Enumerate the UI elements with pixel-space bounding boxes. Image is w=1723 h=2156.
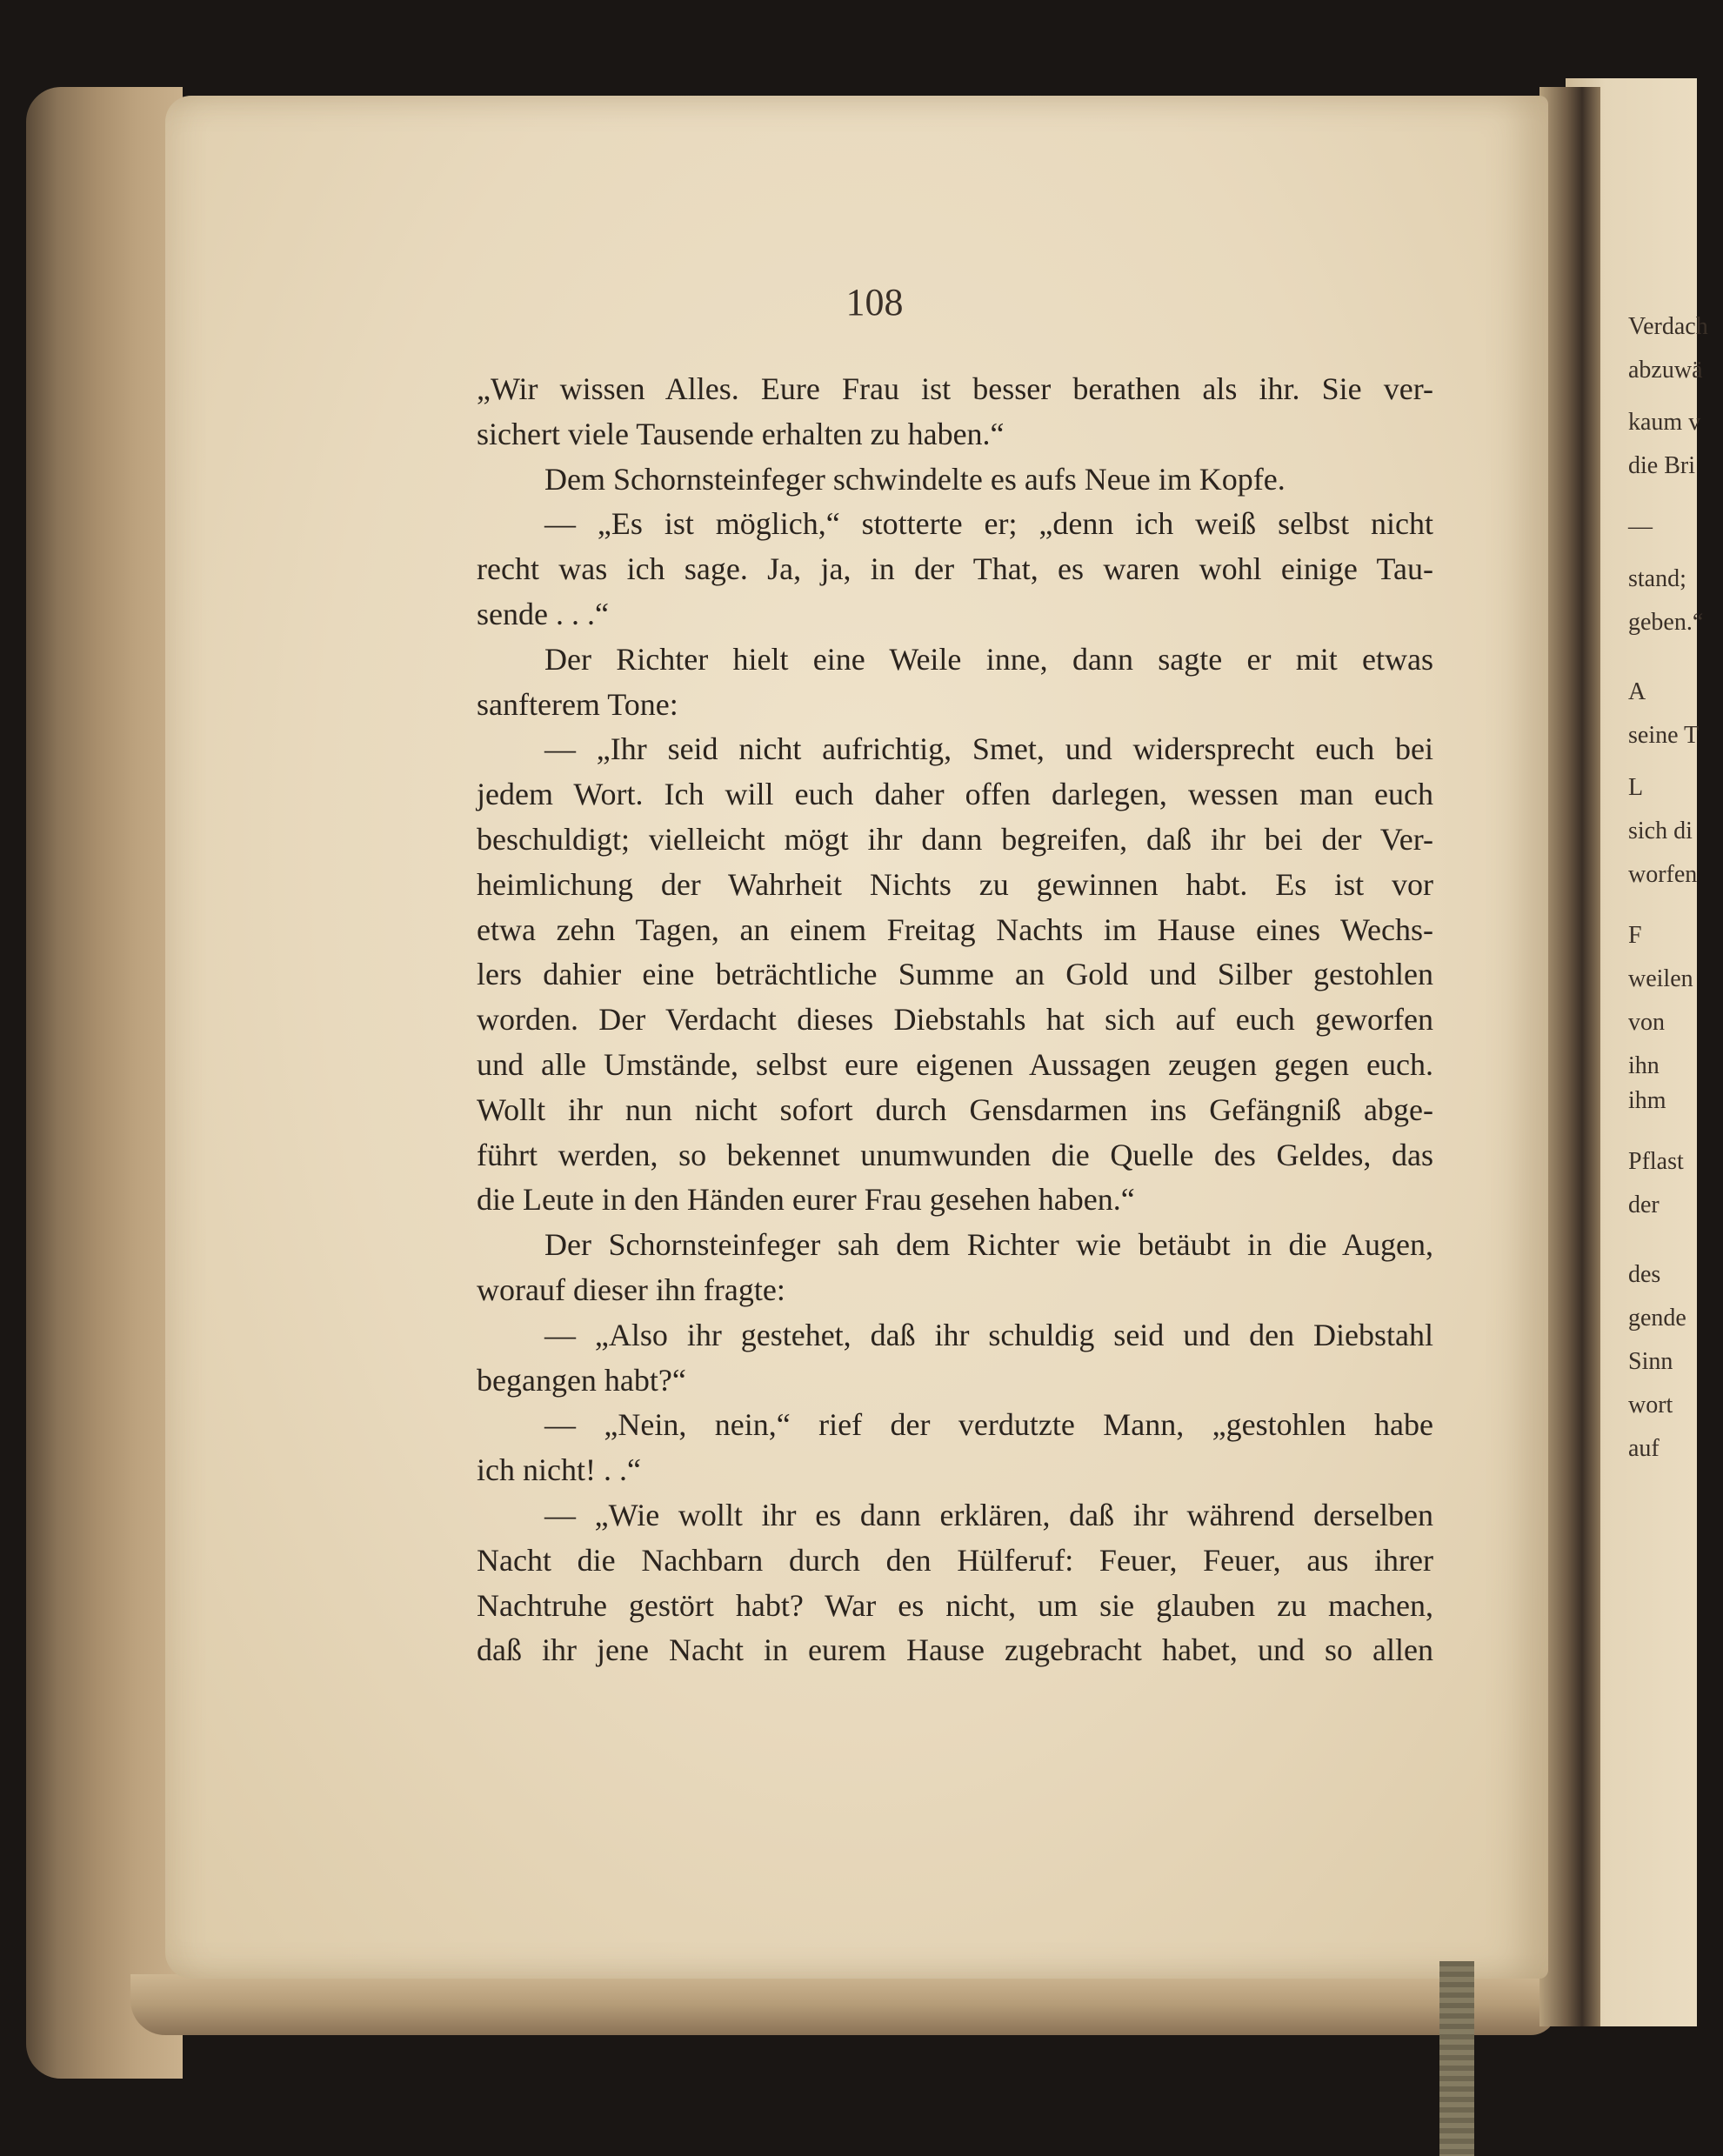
text-line: — „Wie wollt ihr es dann erklären, daß ihr während derselben: [544, 1497, 1433, 1532]
text-line: sanfterem Tone:: [477, 686, 678, 722]
facing-page-fragment: wort: [1628, 1392, 1673, 1418]
bookmark-ribbon: [1439, 1961, 1474, 2156]
text-line: „Wir wissen Alles. Eure Frau ist besser berathen als ihr. Sie ver-: [477, 371, 1433, 406]
facing-page-fragment: Verdach: [1628, 313, 1708, 340]
facing-page-fragment: F: [1628, 922, 1642, 949]
text-line: Nachtruhe gestört habt? War es nicht, um sie glauben zu machen,: [477, 1587, 1433, 1623]
facing-page-fragment: von: [1628, 1009, 1665, 1036]
page-edges-bottom: [130, 1974, 1557, 2035]
text-line: lers dahier eine beträchtliche Summe an Gold und Silber gestohlen: [477, 957, 1433, 992]
text-line: Nacht die Nachbarn durch den Hülferuf: Feuer, Feuer, aus ihrer: [477, 1542, 1433, 1578]
text-line: — „Es ist möglich,“ stotterte er; „denn ich weiß selbst nicht: [544, 506, 1433, 542]
facing-page-fragment: stand;: [1628, 565, 1686, 592]
facing-page-fragment: die Bri: [1628, 452, 1695, 479]
text-line: daß ihr jene Nacht in eurem Hause zugebracht habet, und so allen: [477, 1632, 1433, 1668]
text-line: Der Richter hielt eine Weile inne, dann sagte er mit etwas: [544, 641, 1433, 677]
facing-page-fragment: seine T: [1628, 722, 1700, 749]
facing-page-fragment: des: [1628, 1261, 1661, 1288]
facing-page-fragment: abzuwä: [1628, 357, 1703, 384]
text-line: worauf dieser ihn fragte:: [477, 1272, 785, 1307]
facing-page-fragment: kaum v: [1628, 409, 1701, 436]
facing-page-fragment: worfen: [1628, 861, 1698, 888]
text-line: Dem Schornsteinfeger schwindelte es aufs Neue im Kopfe.: [544, 461, 1286, 497]
facing-page-fragment: geben.“: [1628, 609, 1704, 636]
text-line: heimlichung der Wahrheit Nichts zu gewinnen habt. Es ist vor: [477, 866, 1433, 902]
text-line: sichert viele Tausende erhalten zu haben.“: [477, 416, 1005, 451]
page-edges-left: [26, 87, 183, 2079]
text-line: Wollt ihr nun nicht sofort durch Gensdarmen ins Gefängniß abge-: [477, 1091, 1433, 1127]
facing-page-fragment: A: [1628, 678, 1646, 705]
facing-page-fragment: der: [1628, 1191, 1660, 1218]
text-line: etwa zehn Tagen, an einem Freitag Nachts im Hause eines Wechs-: [477, 911, 1433, 947]
page-text: [477, 367, 1433, 1673]
text-line: worden. Der Verdacht dieses Diebstahls hat sich auf euch geworfen: [477, 1002, 1433, 1038]
facing-page-fragment: ihm: [1628, 1087, 1666, 1114]
facing-page-fragment: ihn: [1628, 1052, 1660, 1079]
facing-page-fragment: gende: [1628, 1305, 1686, 1332]
facing-page-fragment: L: [1628, 774, 1644, 801]
text-line: jedem Wort. Ich will euch daher offen darlegen, wessen man euch: [477, 777, 1433, 812]
text-line: Der Schornsteinfeger sah dem Richter wie betäubt in die Augen,: [544, 1227, 1433, 1263]
facing-page-fragment: sich di: [1628, 818, 1693, 844]
facing-page-fragment: weilen: [1628, 965, 1693, 992]
text-line: — „Also ihr gestehet, daß ihr schuldig seid und den Diebstahl: [544, 1317, 1433, 1352]
page-number: 108: [845, 281, 904, 324]
text-line: führt werden, so bekennet unumwunden die Quelle des Geldes, das: [477, 1137, 1433, 1172]
facing-page-fragment: Sinn: [1628, 1348, 1673, 1375]
facing-page-fragment: —: [1628, 513, 1653, 540]
text-line: — „Nein, nein,“ rief der verdutzte Mann, „gestohlen habe: [544, 1407, 1433, 1443]
facing-page-fragment: Pflast: [1628, 1148, 1684, 1175]
text-line: die Leute in den Händen eurer Frau gesehen haben.“: [477, 1182, 1135, 1218]
facing-page-fragment: auf: [1628, 1435, 1660, 1462]
text-line: — „Ihr seid nicht aufrichtig, Smet, und widersprecht euch bei: [544, 731, 1433, 767]
text-line: recht was ich sage. Ja, ja, in der That, es waren wohl einige Tau-: [477, 551, 1433, 587]
text-line: begangen habt?“: [477, 1362, 686, 1398]
text-line: beschuldigt; vielleicht mögt ihr dann begreifen, daß ihr bei der Ver-: [477, 821, 1433, 857]
text-line: sende . . .“: [477, 596, 609, 631]
text-line: und alle Umstände, selbst eure eigenen Aussagen zeugen gegen euch.: [477, 1046, 1433, 1082]
text-line: ich nicht! . .“: [477, 1452, 641, 1488]
book-gutter: [1539, 87, 1600, 2026]
